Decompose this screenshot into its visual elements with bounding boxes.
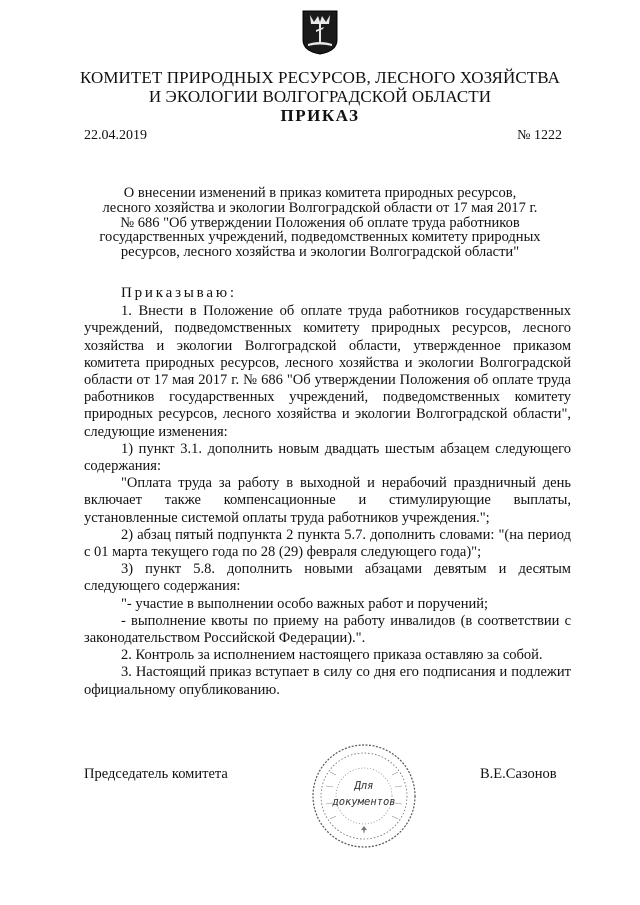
stamp-text-line-2: документов — [332, 796, 396, 808]
paragraph: 1. Внести в Положение об оплате труда работников государственных учреждений, подведомственных комитету природных ресурсов, лесного хозяйства и экологии Волгоградской области, утвержденное приказом комитета природных ресурсов, лесного хозяйства и экологии Волгоградской области от 17 мая 2017 г. № 686 "Об утверждении Положения об оплате труда работников государственных учреждений, подведомственных комитету природных ресурсов, лесного хозяйства и экологии Волгоградской области", следующие изменения: — [84, 303, 571, 440]
document-date: 22.04.2019 — [84, 128, 147, 143]
paragraph: 2) абзац пятый подпункта 2 пункта 5.7. дополнить словами: "(на период с 01 марта текущего года по 28 (29) февраля следующего года)"; — [84, 526, 571, 561]
order-intro: Приказываю: — [121, 285, 237, 301]
stamp-text-line-1: Для — [354, 780, 374, 792]
subject-line: ресурсов, лесного хозяйства и экологии Волгоградской области" — [120, 244, 520, 261]
document-number: № 1222 — [517, 128, 562, 143]
subject-line: О внесении изменений в приказ комитета природных ресурсов, — [123, 185, 517, 201]
subject-line: № 686 "Об утверждении Положения об оплате труда работников — [120, 214, 520, 231]
paragraph: 3. Настоящий приказ вступает в силу со дня его подписания и подлежит официальному опубликованию. — [84, 664, 571, 698]
document-subject — [0, 186, 640, 260]
paragraph: 2. Контроль за исполнением настоящего приказа оставляю за собой. — [121, 647, 543, 664]
subject-line: лесного хозяйства и экологии Волгоградской области от 17 мая 2017 г. — [102, 199, 538, 216]
subject-line: государственных учреждений, подведомственных комитету природных — [99, 229, 541, 246]
paragraph: - выполнение квоты по приему на работу инвалидов (в соответствии с законодательством Российской Федерации).". — [84, 612, 571, 647]
paragraph: 1) пункт 3.1. дополнить новым двадцать шестым абзацем следующего содержания: — [84, 440, 571, 475]
issuing-authority — [0, 68, 640, 106]
document-body — [84, 285, 571, 699]
paragraph: 3) пункт 5.8. дополнить новыми абзацами девятым и десятым следующего содержания: — [84, 561, 571, 595]
paragraph: "- участие в выполнении особо важных работ и поручений; — [121, 595, 489, 612]
paragraph: "Оплата труда за работу в выходной и нерабочий праздничный день включает также компенсационные и стимулирующие выплаты, установленные системой оплаты труда работников учреждения."; — [84, 475, 571, 526]
signer-role: Председатель комитета — [84, 766, 228, 782]
signer-name: В.Е.Сазонов — [480, 766, 557, 782]
document-type: ПРИКАЗ — [280, 106, 360, 125]
official-stamp — [310, 742, 418, 850]
coat-of-arms-icon — [302, 10, 338, 55]
authority-line-2: И ЭКОЛОГИИ ВОЛГОГРАДСКОЙ ОБЛАСТИ — [148, 87, 492, 106]
authority-line-1: КОМИТЕТ ПРИРОДНЫХ РЕСУРСОВ, ЛЕСНОГО ХОЗЯЙСТВА — [79, 68, 561, 87]
